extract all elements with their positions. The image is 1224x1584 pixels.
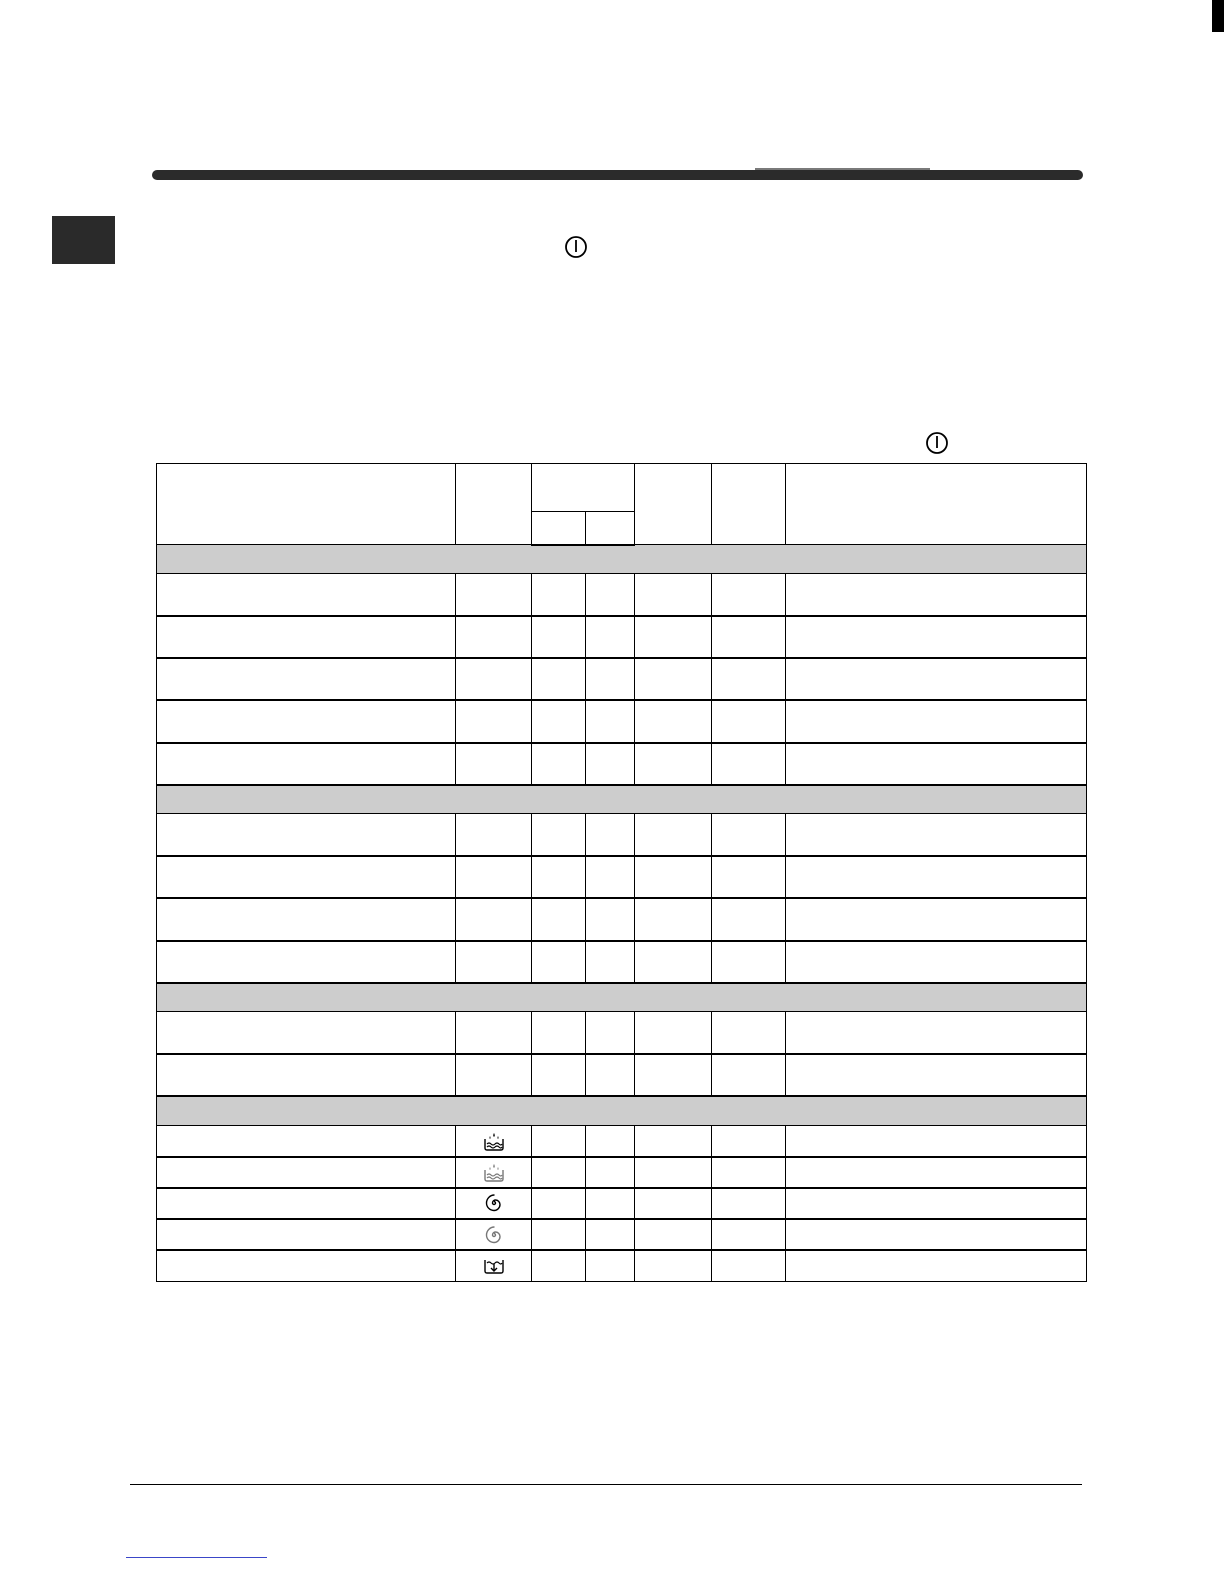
header-programme	[157, 464, 456, 545]
symbol-cell	[456, 814, 532, 856]
programme-name	[157, 814, 456, 856]
table-cell	[786, 1126, 1087, 1157]
programme-name	[157, 700, 456, 742]
table-cell	[586, 856, 635, 898]
section-heading	[157, 785, 1087, 814]
table-cell	[635, 574, 712, 616]
header-column-4	[635, 464, 712, 545]
table-cell	[532, 574, 586, 616]
programme-name	[157, 1188, 456, 1219]
table-cell	[586, 1250, 635, 1281]
table-cell	[635, 1012, 712, 1054]
table-cell	[786, 814, 1087, 856]
table-cell	[786, 743, 1087, 785]
symbol-cell	[456, 1054, 532, 1096]
table-cell	[712, 941, 786, 983]
power-icon	[564, 235, 588, 259]
table-cell	[712, 814, 786, 856]
symbol-cell	[456, 898, 532, 940]
table-cell	[635, 941, 712, 983]
table-cell	[786, 1219, 1087, 1250]
table-row	[157, 1126, 1087, 1157]
table-cell	[586, 743, 635, 785]
table-cell	[786, 616, 1087, 658]
table-cell	[532, 1219, 586, 1250]
table-cell	[712, 1054, 786, 1096]
table-cell	[712, 856, 786, 898]
table-cell	[532, 1250, 586, 1281]
table-row	[157, 941, 1087, 983]
header-temperature-b	[586, 512, 635, 545]
table-cell	[635, 1126, 712, 1157]
table-cell	[586, 700, 635, 742]
table-row	[157, 814, 1087, 856]
programme-table	[156, 463, 1087, 1282]
programme-name	[157, 1054, 456, 1096]
programme-name	[157, 1219, 456, 1250]
table-cell	[532, 1157, 586, 1188]
table-cell	[586, 1188, 635, 1219]
table-cell	[786, 1054, 1087, 1096]
table-row	[157, 1054, 1087, 1096]
table-cell	[635, 658, 712, 700]
symbol-cell	[456, 1012, 532, 1054]
table-cell	[635, 1219, 712, 1250]
table-cell	[635, 814, 712, 856]
programme-name	[157, 898, 456, 940]
table-cell	[786, 1157, 1087, 1188]
table-cell	[786, 856, 1087, 898]
spin-icon	[456, 1188, 532, 1219]
table-row	[157, 1250, 1087, 1281]
header-symbol	[456, 464, 532, 545]
table-row	[157, 1188, 1087, 1219]
table-cell	[786, 658, 1087, 700]
power-icon	[925, 431, 949, 455]
table-row	[157, 616, 1087, 658]
table-row	[157, 1157, 1087, 1188]
table-row	[157, 1012, 1087, 1054]
language-tab	[52, 216, 115, 264]
table-cell	[532, 898, 586, 940]
table-cell	[635, 1250, 712, 1281]
table-cell	[786, 941, 1087, 983]
symbol-cell	[456, 941, 532, 983]
table-cell	[712, 1157, 786, 1188]
symbol-cell	[456, 856, 532, 898]
symbol-cell	[456, 616, 532, 658]
table-cell	[786, 574, 1087, 616]
table-cell	[532, 1126, 586, 1157]
table-cell	[712, 1012, 786, 1054]
section-heading	[157, 545, 1087, 574]
table-cell	[635, 1188, 712, 1219]
table-row	[157, 658, 1087, 700]
table-cell	[586, 1157, 635, 1188]
table-cell	[586, 1219, 635, 1250]
table-cell	[712, 574, 786, 616]
header-temperature-a	[532, 512, 586, 545]
table-cell	[712, 743, 786, 785]
table-cell	[635, 898, 712, 940]
symbol-cell	[456, 743, 532, 785]
section-heading	[157, 983, 1087, 1012]
symbol-cell	[456, 700, 532, 742]
table-cell	[586, 616, 635, 658]
programme-name	[157, 1250, 456, 1281]
header-column-5	[712, 464, 786, 545]
table-cell	[532, 743, 586, 785]
rinse-icon	[456, 1126, 532, 1157]
programme-name	[157, 574, 456, 616]
table-cell	[712, 1126, 786, 1157]
table-cell	[635, 616, 712, 658]
table-cell	[586, 1054, 635, 1096]
table-cell	[532, 658, 586, 700]
table-row	[157, 743, 1087, 785]
table-row	[157, 574, 1087, 616]
section-heading	[157, 1096, 1087, 1125]
table-cell	[586, 941, 635, 983]
table-cell	[635, 1157, 712, 1188]
table-cell	[586, 574, 635, 616]
table-cell	[532, 856, 586, 898]
programme-name	[157, 856, 456, 898]
table-cell	[635, 1054, 712, 1096]
table-cell	[786, 1188, 1087, 1219]
table-cell	[786, 1012, 1087, 1054]
programme-name	[157, 1157, 456, 1188]
rinse-light-icon	[456, 1157, 532, 1188]
header-rule	[152, 170, 1083, 180]
table-cell	[532, 1012, 586, 1054]
table-cell	[635, 700, 712, 742]
page-corner-mark	[1212, 0, 1224, 32]
table-cell	[532, 700, 586, 742]
table-cell	[532, 814, 586, 856]
table-cell	[712, 1250, 786, 1281]
table-cell	[712, 898, 786, 940]
table-cell	[712, 700, 786, 742]
programme-name	[157, 743, 456, 785]
table-cell	[786, 700, 1087, 742]
programme-name	[157, 1126, 456, 1157]
programme-name	[157, 941, 456, 983]
programme-name	[157, 658, 456, 700]
programme-name	[157, 616, 456, 658]
table-row	[157, 700, 1087, 742]
drain-icon	[456, 1250, 532, 1281]
header-temperature	[532, 464, 635, 512]
table-cell	[786, 1250, 1087, 1281]
symbol-cell	[456, 574, 532, 616]
table-row	[157, 1219, 1087, 1250]
table-cell	[586, 658, 635, 700]
table-row	[157, 898, 1087, 940]
table-cell	[586, 1126, 635, 1157]
footer-rule	[130, 1484, 1082, 1485]
table-cell	[532, 1188, 586, 1219]
table-row	[157, 856, 1087, 898]
table-cell	[586, 1012, 635, 1054]
symbol-cell	[456, 658, 532, 700]
programme-name	[157, 1012, 456, 1054]
table-cell	[712, 658, 786, 700]
table-cell	[532, 941, 586, 983]
table-cell	[532, 1054, 586, 1096]
table-cell	[635, 743, 712, 785]
table-cell	[586, 814, 635, 856]
table-cell	[712, 1219, 786, 1250]
table-cell	[712, 1188, 786, 1219]
table-cell	[532, 616, 586, 658]
table-cell	[712, 616, 786, 658]
footer-link-underline[interactable]	[126, 1557, 267, 1558]
table-cell	[635, 856, 712, 898]
table-cell	[586, 898, 635, 940]
table-cell	[786, 898, 1087, 940]
header-description	[786, 464, 1087, 545]
spin-light-icon	[456, 1219, 532, 1250]
